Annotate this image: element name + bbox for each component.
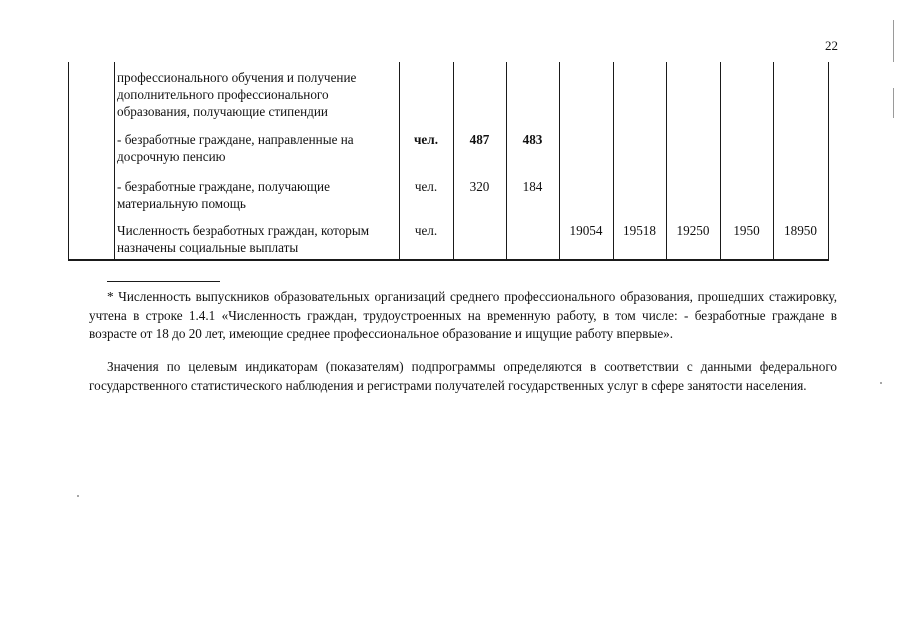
- table-row-description: профессионального обучения и получение дополнительного профессионального образования, получающие стипендии: [117, 70, 357, 119]
- table-row-unit: чел.: [414, 132, 438, 147]
- table-column-line: [114, 62, 115, 261]
- table-cell-value: 18950: [784, 223, 817, 238]
- table-border-bottom: [68, 259, 829, 261]
- footnote-separator: [107, 281, 220, 282]
- table-row-description: - безработные граждане, получающие материальную помощь: [117, 179, 330, 211]
- table-row-unit: чел.: [414, 179, 438, 194]
- table-cell-value: 19250: [676, 223, 710, 238]
- page-number: 22: [825, 38, 838, 53]
- table-cell-value: 487: [469, 132, 490, 147]
- table-cell-value: 1950: [733, 223, 760, 238]
- table-column-line: [506, 62, 507, 261]
- table-border-left: [68, 62, 69, 261]
- table-cell-value: 483: [522, 132, 543, 147]
- table-cell-value: 184: [522, 179, 543, 194]
- table-cell-value: 19054: [569, 223, 603, 238]
- footnote-text: * Численность выпускников образовательных организаций среднего профессионального образования, прошедших стажировку, учтена в строке 1.4.1 «Численность граждан, трудоустроенных на временную работу, в том числе: - безработные граждане в возрасте от 18 до 20 лет, имеющие среднее профессиональное образование и ищущие работу впервые».: [89, 289, 837, 341]
- table-row-description: - безработные граждане, направленные на досрочную пенсию: [117, 132, 354, 164]
- table-cell-value: 19518: [623, 223, 656, 238]
- note-paragraph: Значения по целевым индикаторам (показателям) подпрограммы определяются в соответствии с данными федерального государственного статистического наблюдения и регистрами получателей государственных услуг в сфере занятости населения.: [89, 359, 837, 393]
- table-row-description: Численность безработных граждан, которым назначены социальные выплаты: [117, 223, 370, 255]
- table-border-right: [828, 62, 829, 261]
- table-column-line: [453, 62, 454, 261]
- table-cell-value: 320: [469, 179, 490, 194]
- table-row-unit: чел.: [414, 223, 438, 238]
